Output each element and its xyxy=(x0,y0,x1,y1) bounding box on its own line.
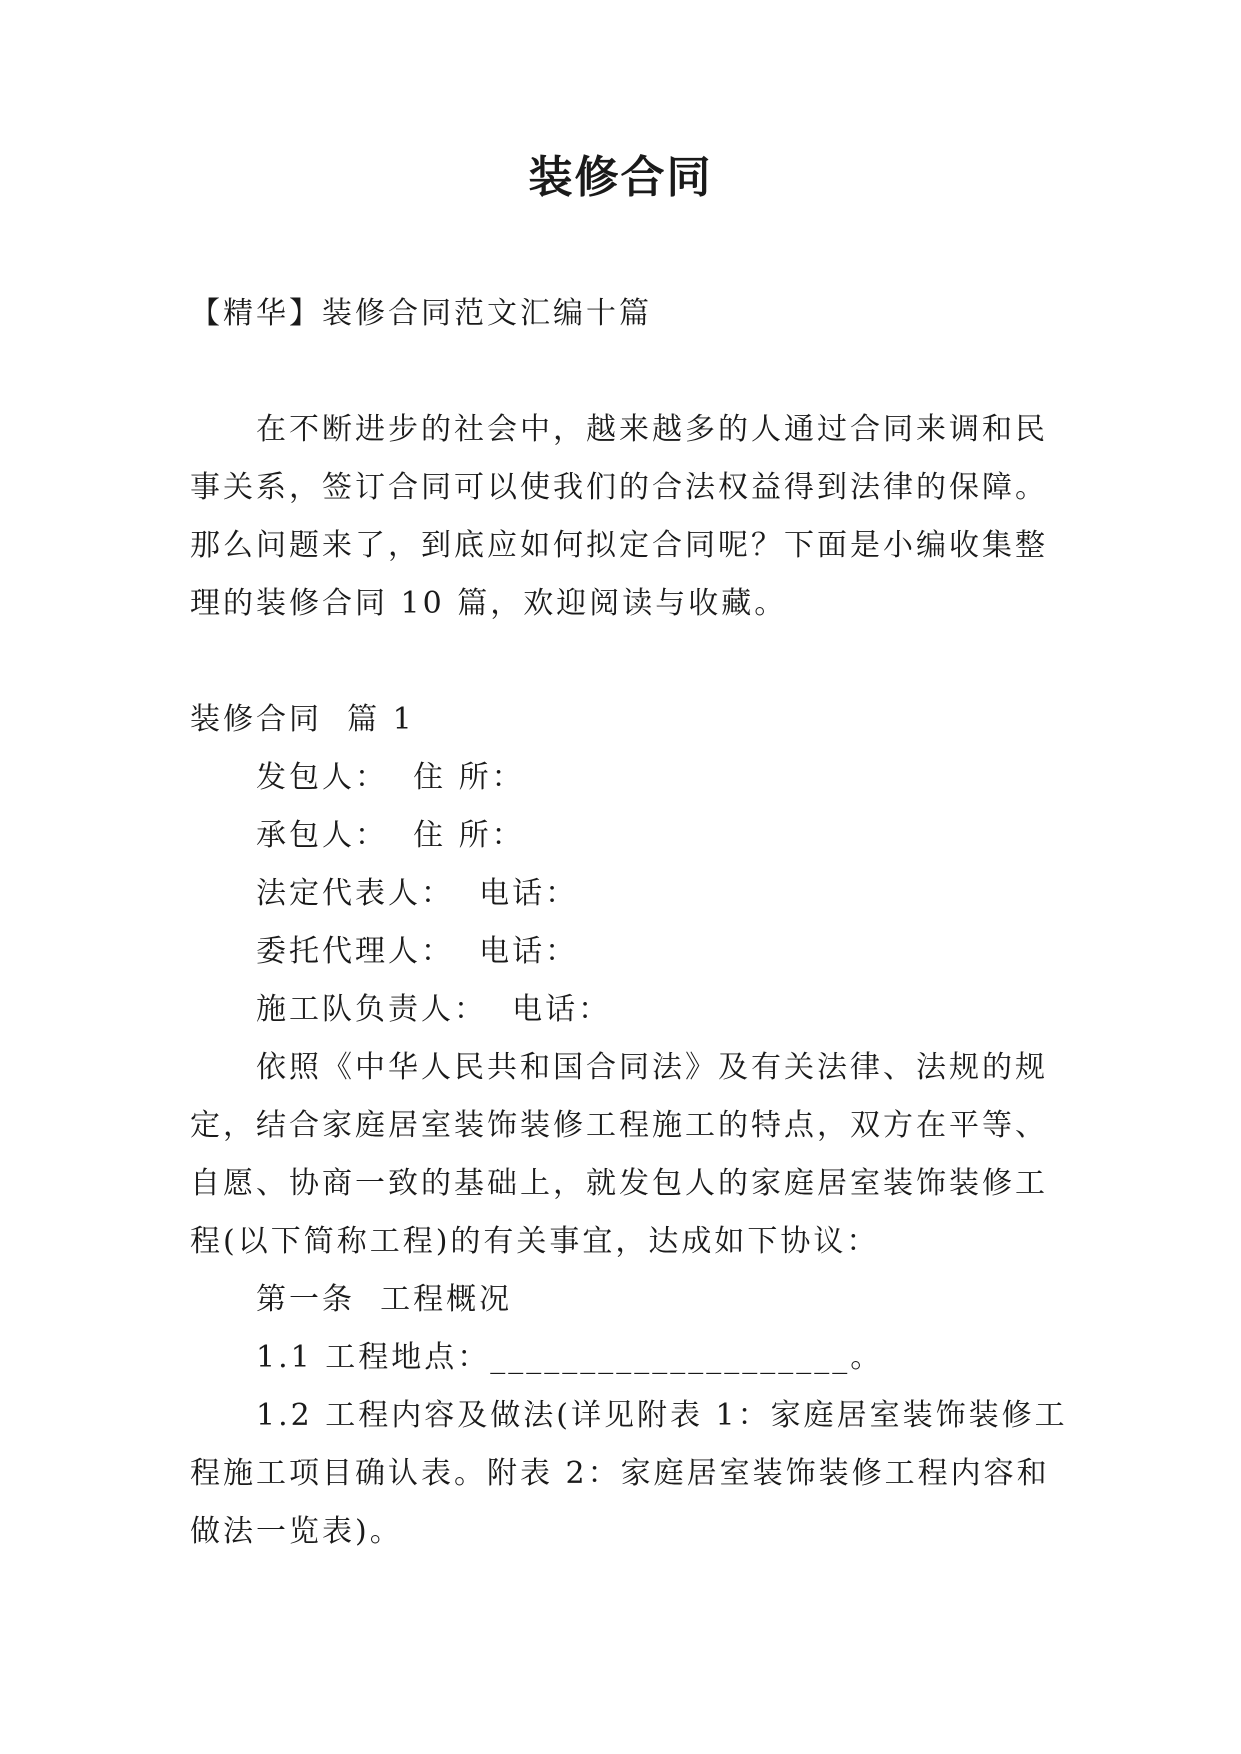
clause-1-2-line-1: 1.2 工程内容及做法(详见附表 1：家庭居室装饰装修工 xyxy=(256,1398,1068,1433)
preamble-line-4: 程(以下简称工程)的有关事宜，达成如下协议： xyxy=(190,1224,880,1259)
party-employer: 发包人： 住 所： xyxy=(256,760,525,795)
clause-1-2-line-2: 程施工项目确认表。附表 2：家庭居室装饰装修工程内容和 xyxy=(190,1456,1050,1491)
preamble-line-2: 定，结合家庭居室装饰装修工程施工的特点，双方在平等、 xyxy=(190,1108,1048,1143)
preamble-line-1: 依照《中华人民共和国合同法》及有关法律、法规的规 xyxy=(256,1050,1048,1085)
preamble-line-3: 自愿、协商一致的基础上，就发包人的家庭居室装饰装修工 xyxy=(190,1166,1048,1201)
intro-line-1: 在不断进步的社会中，越来越多的人通过合同来调和民 xyxy=(256,412,1048,447)
clause-1-2-line-3: 做法一览表)。 xyxy=(190,1514,403,1549)
party-team-leader: 施工队负责人： 电话： xyxy=(256,992,612,1027)
document-subtitle: 【精华】装修合同范文汇编十篇 xyxy=(190,296,652,331)
document-title: 装修合同 xyxy=(528,152,713,203)
party-agent: 委托代理人： 电话： xyxy=(256,934,579,969)
section-heading: 装修合同 篇 1 xyxy=(190,702,415,737)
intro-line-4: 理的装修合同 10 篇，欢迎阅读与收藏。 xyxy=(190,586,788,621)
party-contractor: 承包人： 住 所： xyxy=(256,818,525,853)
clause-1-1: 1.1 工程地点：____________________。 xyxy=(256,1340,884,1375)
article-1-heading: 第一条 工程概况 xyxy=(256,1282,513,1317)
intro-line-3: 那么问题来了，到底应如何拟定合同呢？下面是小编收集整 xyxy=(190,528,1048,563)
party-legal-rep: 法定代表人： 电话： xyxy=(256,876,579,911)
intro-line-2: 事关系，签订合同可以使我们的合法权益得到法律的保障。 xyxy=(190,470,1048,505)
